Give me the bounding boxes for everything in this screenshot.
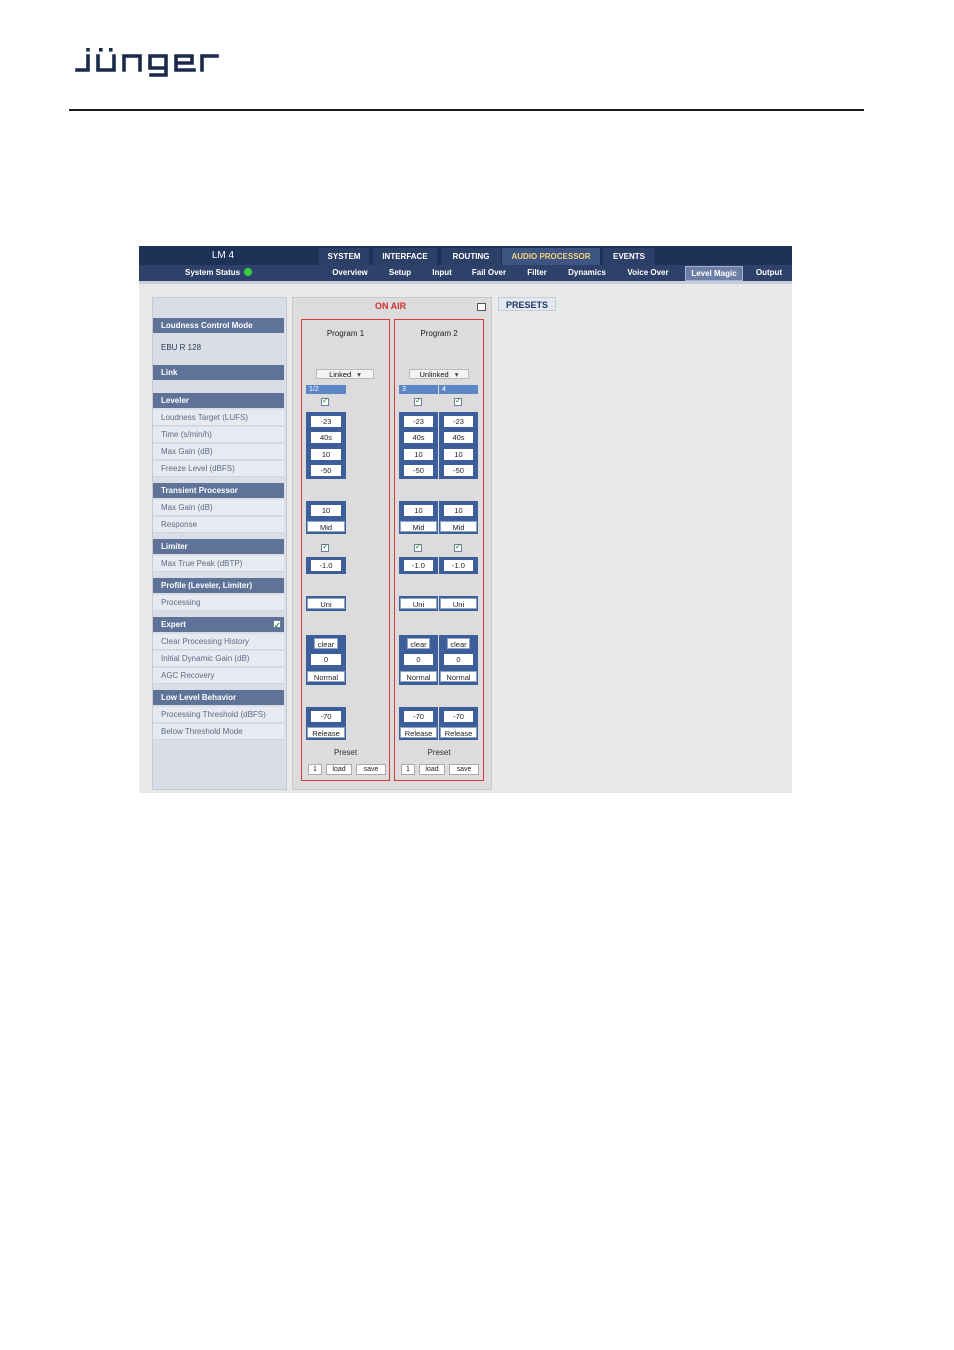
section-link: Link <box>153 365 284 380</box>
label-response: Response <box>153 517 284 533</box>
lm4-app-window <box>139 246 792 793</box>
max-gain-field[interactable]: 10 <box>404 449 433 460</box>
section-profile: Profile (Leveler, Limiter) <box>153 578 284 593</box>
preset-load-button[interactable]: load <box>419 764 445 775</box>
time-field[interactable]: 40s <box>311 432 341 443</box>
on-air-indicator: ON AIR <box>375 301 407 311</box>
leveler-column <box>399 412 438 479</box>
tab-interface[interactable]: INTERFACE <box>373 248 437 265</box>
section-expert <box>153 617 284 632</box>
channel-label: 4 <box>439 385 478 394</box>
channel-label: 3 <box>399 385 438 394</box>
transient-column <box>399 501 438 534</box>
section-loudness-control-mode: Loudness Control Mode <box>153 318 284 333</box>
loudness-target-field[interactable]: -23 <box>444 416 473 427</box>
preset-number-field[interactable]: 1 <box>308 764 322 775</box>
freeze-level-field[interactable]: -50 <box>444 465 473 476</box>
program-title: Program 2 <box>420 329 458 338</box>
expert-column <box>439 635 478 685</box>
leveler-enable-checkbox[interactable] <box>454 398 463 407</box>
preset-label: Preset <box>333 748 358 757</box>
parameter-labels-panel <box>152 297 287 790</box>
subtab-output[interactable]: Output <box>755 268 783 277</box>
label-loudness-target: Loudness Target (LUFS) <box>153 410 284 426</box>
section-leveler: Leveler <box>153 393 284 408</box>
link-mode-value: Unlinked <box>419 370 449 379</box>
clear-history-button[interactable]: clear <box>314 638 338 649</box>
freeze-level-field[interactable]: -50 <box>404 465 433 476</box>
label-processing: Processing <box>153 595 284 611</box>
max-gain-field[interactable]: 10 <box>444 449 473 460</box>
system-status[interactable] <box>185 265 252 281</box>
response-toggle[interactable]: Mid <box>400 521 437 532</box>
chevron-down-icon: ▾ <box>454 370 459 379</box>
tab-system[interactable]: SYSTEM <box>319 248 369 265</box>
loudness-mode-value: EBU R 128 <box>161 343 202 352</box>
section-limiter: Limiter <box>153 539 284 554</box>
header-rule <box>69 109 864 111</box>
tp-max-gain-field[interactable]: 10 <box>404 505 433 516</box>
label-processing-threshold: Processing Threshold (dBFS) <box>153 707 284 723</box>
agc-recovery-toggle[interactable]: Normal <box>440 671 477 682</box>
label-max-true-peak: Max True Peak (dBTP) <box>153 556 284 572</box>
profile-column <box>439 596 478 611</box>
link-mode-select[interactable] <box>316 369 374 379</box>
transient-column <box>439 501 478 534</box>
response-toggle[interactable]: Mid <box>440 521 477 532</box>
threshold-field[interactable]: -70 <box>311 711 341 722</box>
loudness-target-field[interactable]: -23 <box>404 416 433 427</box>
program-title: Program 1 <box>326 329 365 338</box>
initial-gain-field[interactable]: 0 <box>404 654 433 665</box>
subtab-level-magic[interactable]: Level Magic <box>685 266 743 281</box>
limiter-column <box>399 557 438 574</box>
freeze-level-field[interactable]: -50 <box>311 465 341 476</box>
junger-logo <box>74 44 220 84</box>
subtab-input[interactable]: Input <box>432 268 452 277</box>
section-expert-label: Expert <box>161 620 186 629</box>
link-mode-value: Linked <box>329 370 352 379</box>
label-agc-recovery: AGC Recovery <box>153 668 284 684</box>
profile-column <box>399 596 438 611</box>
expert-checkbox[interactable] <box>273 620 281 628</box>
top-nav-bar <box>139 246 792 265</box>
true-peak-field[interactable]: -1.0 <box>311 560 341 571</box>
program-2 <box>394 319 484 781</box>
system-status-label: System Status <box>185 268 241 277</box>
expert-column <box>306 635 346 685</box>
agc-recovery-toggle[interactable]: Normal <box>400 671 437 682</box>
monitor-icon[interactable] <box>477 303 486 311</box>
label-below-threshold-mode: Below Threshold Mode <box>153 724 284 740</box>
channel-label: 1/2 <box>306 385 346 394</box>
subtab-voice-over[interactable]: Voice Over <box>627 268 669 277</box>
program-1 <box>301 319 390 781</box>
low-level-column <box>439 707 478 740</box>
presets-button[interactable]: PRESETS <box>498 297 556 311</box>
tp-max-gain-field[interactable]: 10 <box>444 505 473 516</box>
limiter-enable-checkbox[interactable] <box>454 544 463 553</box>
link-mode-select[interactable] <box>409 369 469 379</box>
below-mode-toggle[interactable]: Release <box>440 727 477 738</box>
transient-column <box>306 501 346 534</box>
section-low-level-behavior: Low Level Behavior <box>153 690 284 705</box>
leveler-enable-checkbox[interactable] <box>321 398 330 407</box>
limiter-enable-checkbox[interactable] <box>321 544 330 553</box>
time-field[interactable]: 40s <box>404 432 433 443</box>
clear-history-button[interactable]: clear <box>447 638 470 649</box>
threshold-field[interactable]: -70 <box>404 711 433 722</box>
processing-toggle[interactable]: Uni <box>400 598 437 609</box>
limiter-column <box>439 557 478 574</box>
preset-load-button[interactable]: load <box>326 764 352 775</box>
label-tp-max-gain: Max Gain (dB) <box>153 500 284 516</box>
device-name: LM 4 <box>211 250 235 261</box>
true-peak-field[interactable]: -1.0 <box>444 560 473 571</box>
agc-recovery-toggle[interactable]: Normal <box>307 671 345 682</box>
true-peak-field[interactable]: -1.0 <box>404 560 433 571</box>
preset-save-button[interactable]: save <box>449 764 479 775</box>
low-level-column <box>306 707 346 740</box>
profile-column <box>306 596 346 611</box>
expert-column <box>399 635 438 685</box>
subtab-fail-over[interactable]: Fail Over <box>471 268 507 277</box>
processing-toggle[interactable]: Uni <box>440 598 477 609</box>
subtab-setup[interactable]: Setup <box>388 268 412 277</box>
subtab-filter[interactable]: Filter <box>527 268 547 277</box>
max-gain-field[interactable]: 10 <box>311 449 341 460</box>
tp-max-gain-field[interactable]: 10 <box>311 505 341 516</box>
tab-audio-processor[interactable]: AUDIO PROCESSOR <box>502 248 600 265</box>
response-toggle[interactable]: Mid <box>307 521 345 532</box>
preset-label: Preset <box>427 748 451 757</box>
threshold-field[interactable]: -70 <box>444 711 473 722</box>
below-mode-toggle[interactable]: Release <box>400 727 437 738</box>
subtab-overview[interactable]: Overview <box>332 268 368 277</box>
section-transient-processor: Transient Processor <box>153 483 284 498</box>
subtab-dynamics[interactable]: Dynamics <box>568 268 606 277</box>
programs-panel <box>292 297 492 790</box>
tab-events[interactable]: EVENTS <box>603 248 655 265</box>
preset-number-field[interactable]: 1 <box>401 764 415 775</box>
chevron-down-icon: ▾ <box>357 370 361 379</box>
leveler-enable-checkbox[interactable] <box>414 398 423 407</box>
label-max-gain: Max Gain (dB) <box>153 444 284 460</box>
label-clear-history: Clear Processing History <box>153 634 284 650</box>
limiter-column <box>306 557 346 574</box>
label-time: Time (s/min/h) <box>153 427 284 443</box>
loudness-target-field[interactable]: -23 <box>311 416 341 427</box>
leveler-column <box>439 412 478 479</box>
limiter-enable-checkbox[interactable] <box>414 544 423 553</box>
processing-toggle[interactable]: Uni <box>307 598 345 609</box>
time-field[interactable]: 40s <box>444 432 473 443</box>
preset-save-button[interactable]: save <box>356 764 386 775</box>
label-freeze-level: Freeze Level (dBFS) <box>153 461 284 477</box>
initial-gain-field[interactable]: 0 <box>311 654 341 665</box>
initial-gain-field[interactable]: 0 <box>444 654 473 665</box>
tab-routing[interactable]: ROUTING <box>441 248 501 265</box>
leveler-column <box>306 412 346 479</box>
label-initial-gain: Initial Dynamic Gain (dB) <box>153 651 284 667</box>
below-mode-toggle[interactable]: Release <box>307 727 345 738</box>
status-led-icon <box>244 268 252 276</box>
low-level-column <box>399 707 438 740</box>
clear-history-button[interactable]: clear <box>407 638 430 649</box>
